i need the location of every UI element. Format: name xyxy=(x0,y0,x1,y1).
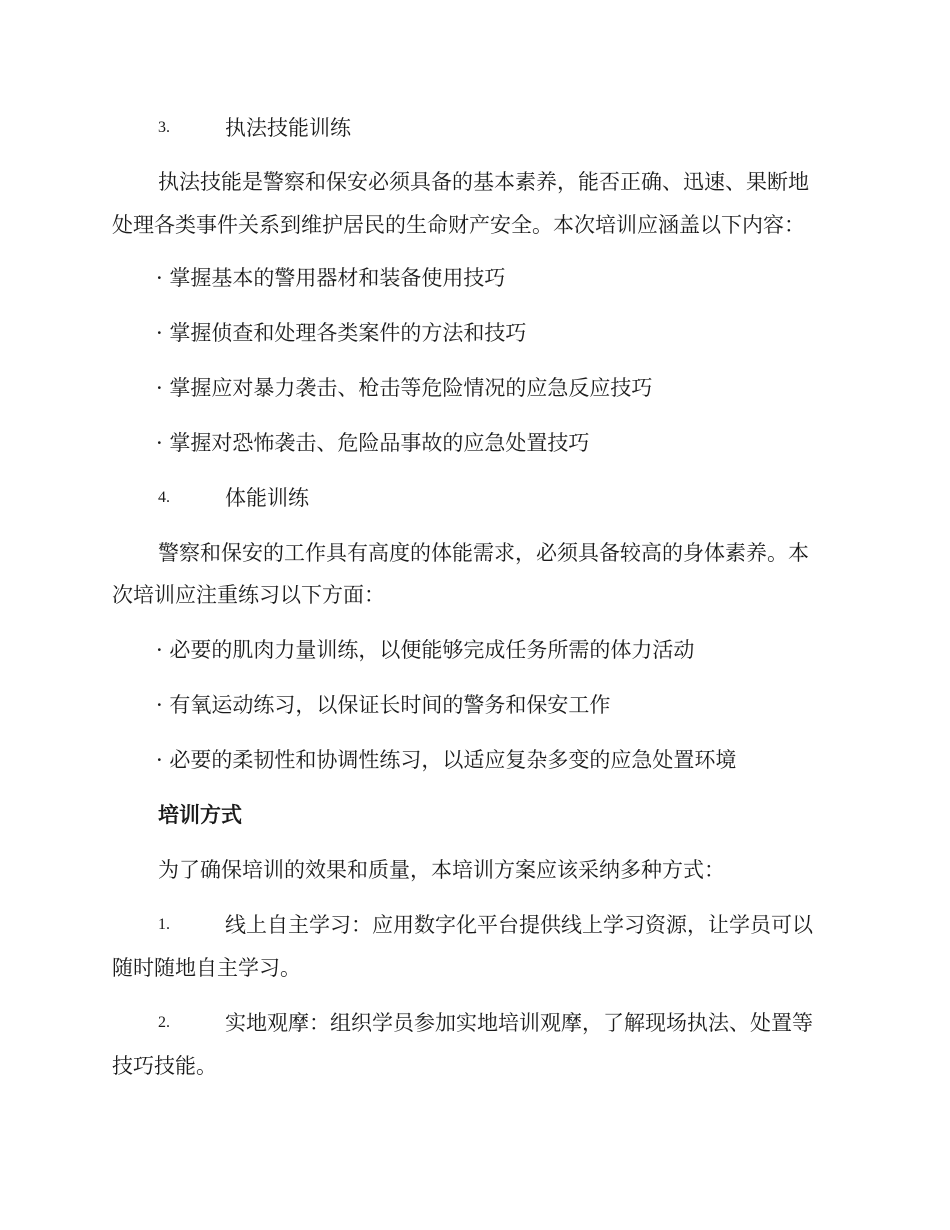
section-3-paragraph-line-2: 处理各类事件关系到维护居民的生命财产安全。本次培训应涵盖以下内容： xyxy=(112,213,805,237)
section-4-bullet-3: · 必要的柔韧性和协调性练习，以适应复杂多变的应急处置环境 xyxy=(156,748,737,772)
section-4-title: 体能训练 xyxy=(225,486,309,510)
method-item-2-text: 实地观摩：组织学员参加实地培训观摩，了解现场执法、处置等 xyxy=(225,1011,813,1035)
section-4-paragraph-line-1: 警察和保安的工作具有高度的体能需求，必须具备较高的身体素养。本 xyxy=(158,541,809,565)
section-4-paragraph-line-2: 次培训应注重练习以下方面： xyxy=(112,583,385,607)
section-3-bullet-3: · 掌握应对暴力袭击、枪击等危险情况的应急反应技巧 xyxy=(156,376,653,400)
method-item-1-line-2: 随时随地自主学习。 xyxy=(112,956,301,980)
section-3-bullet-4: · 掌握对恐怖袭击、危险品事故的应急处置技巧 xyxy=(156,431,590,455)
section-3-bullet-1: · 掌握基本的警用器材和装备使用技巧 xyxy=(156,266,506,290)
section-3-bullet-2: · 掌握侦查和处理各类案件的方法和技巧 xyxy=(156,321,527,345)
section-3-paragraph-line-1: 执法技能是警察和保安必须具备的基本素养，能否正确、迅速、果断地 xyxy=(158,170,809,194)
training-method-intro: 为了确保培训的效果和质量，本培训方案应该采纳多种方式： xyxy=(158,858,725,882)
section-4-bullet-1: · 必要的肌肉力量训练，以便能够完成任务所需的体力活动 xyxy=(156,638,695,662)
method-item-2-number: 2. xyxy=(158,1014,170,1031)
section-3-title: 执法技能训练 xyxy=(225,116,351,140)
method-item-1-text: 线上自主学习：应用数字化平台提供线上学习资源，让学员可以 xyxy=(225,913,813,937)
method-item-2-line-2: 技巧技能。 xyxy=(112,1054,217,1078)
section-4-bullet-2: · 有氧运动练习，以保证长时间的警务和保安工作 xyxy=(156,693,611,717)
section-4-number: 4. xyxy=(158,489,170,506)
section-3-number: 3. xyxy=(158,119,170,136)
training-method-heading: 培训方式 xyxy=(158,803,242,827)
method-item-1-number: 1. xyxy=(158,916,170,933)
